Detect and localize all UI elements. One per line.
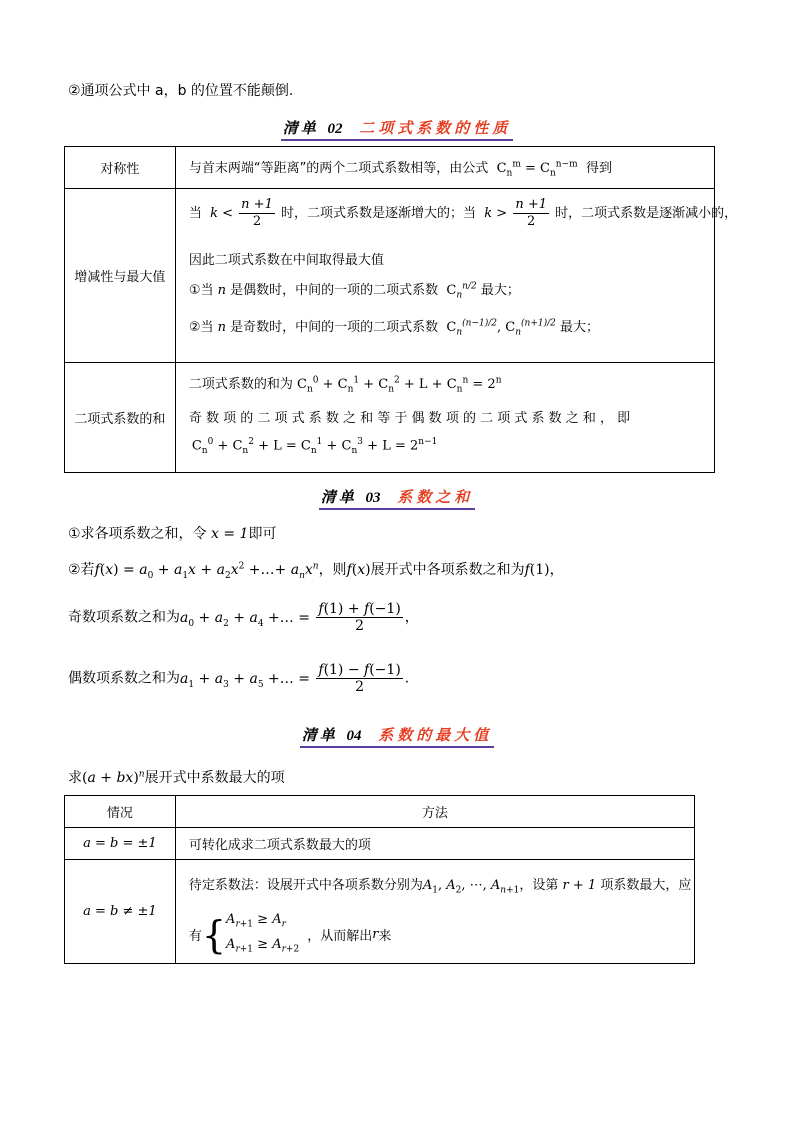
inequality-system: $A_{r+1} \ge A_r$ $A_{r+1} \ge A_{r+2}$ xyxy=(226,912,300,955)
text: 即可 xyxy=(248,526,277,542)
case-cell: a = b = ±1 xyxy=(65,828,176,860)
var-r: r xyxy=(372,927,379,943)
fraction: $\frac{f(1) - f(-1)}{2}$ xyxy=(318,662,401,695)
text: 是偶数时，中间的一项的二项式系数 xyxy=(230,283,439,298)
formula: $a_1 + a_3 + a_5$ +… = xyxy=(180,670,315,690)
text: ，设第 xyxy=(519,878,559,893)
text: 有 xyxy=(188,929,202,945)
section-title: 系数的最大值 xyxy=(378,726,493,744)
text: 展开式中各项系数之和为 xyxy=(370,562,525,578)
var-n: n xyxy=(213,320,231,335)
formula: k > xyxy=(480,206,508,221)
formula: $C_n^{(n-1)/2}$, $C_n^{(n+1)/2}$ xyxy=(442,318,556,338)
section-heading-02 xyxy=(0,117,794,141)
table-row xyxy=(65,189,715,363)
text: 最大； xyxy=(480,283,520,298)
section-title: 系数之和 xyxy=(397,488,474,506)
section-label: 清单 xyxy=(301,726,338,744)
column-header: 情况 xyxy=(65,796,176,828)
fraction: $\frac{n +1}{2}$ xyxy=(515,197,547,229)
sum-line-2: 奇 数 项 的 二 项 式 系 数 之 和 等 于 偶 数 项 的 二 项 式 系 数 之 和 ， 即 xyxy=(188,411,631,426)
formula: (a + bx)$^n$ xyxy=(82,769,145,786)
top-note: ②通项公式中 a，b 的位置不能颠倒. xyxy=(68,83,294,99)
text: 求 xyxy=(68,770,82,786)
monotonic-line-3 xyxy=(189,279,520,301)
coef-sum-line-3: 奇数项系数之和为$a_0 + a_2 + a_4$ +… = $\frac{f(1) + f(-1)}{2}$ ， xyxy=(68,601,419,634)
coef-sum-line-4: 偶数项系数之和为$a_1 + a_3 + a_5$ +… = $\frac{f(1) - f(-1)}{2}$ . xyxy=(68,662,410,695)
text: 是奇数时，中间的一项的二项式系数 xyxy=(230,320,439,335)
section-heading-04 xyxy=(0,724,794,748)
monotonic-line-1 xyxy=(189,197,737,230)
text: 最大； xyxy=(560,320,600,335)
text: ②当 xyxy=(188,320,214,335)
monotonic-line-2: 因此二项式系数在中间取得最大值 xyxy=(188,253,384,268)
formula: f(1) xyxy=(524,562,550,578)
table-row xyxy=(65,860,695,964)
var-n: n xyxy=(213,283,231,298)
left-brace-icon: { xyxy=(201,912,227,957)
text: 待定系数法：设展开式中各项系数分别为 xyxy=(188,878,423,893)
formula: $A_1$, $A_2$, ⋯, $A_{n+1}$ xyxy=(422,878,520,896)
formula: x = 1 xyxy=(206,526,249,542)
sum-formula-2: $C_n^0 + C_n^2 + L = C_n^1 + C_n^3 + L = 2^{n-1}$ xyxy=(191,437,438,456)
formula: r + 1 xyxy=(558,878,601,893)
symmetry-text xyxy=(175,147,714,189)
text: 项系数最大，应 xyxy=(600,878,692,893)
row-name: 二项式系数的和 xyxy=(65,363,176,473)
text: ①当 xyxy=(188,283,214,298)
fraction: $\frac{f(1) + f(-1)}{2}$ xyxy=(318,601,401,634)
text: ①求各项系数之和，令 xyxy=(68,526,207,542)
section-number: 03 xyxy=(365,490,381,506)
section-number: 04 xyxy=(346,728,362,744)
case-cell: a = b ≠ ±1 xyxy=(65,860,176,964)
coef-sum-line-1 xyxy=(68,523,276,543)
text: ②若 xyxy=(68,562,95,578)
section-heading-03 xyxy=(0,486,794,510)
coef-sum-line-2: ②若$f(x) = a_0 + a_1x + a_2x^2$ +…+ $a_nx^n$，则f(x)展开式中各项系数之和为f(1)， xyxy=(68,561,564,581)
monotonic-cell xyxy=(175,189,738,363)
text: 奇数项系数之和为 xyxy=(68,609,180,626)
max-coef-intro xyxy=(68,767,285,787)
symmetry-formula: $C_n^m = C_n^{n-m}$ xyxy=(492,159,578,179)
sum-line-1 xyxy=(189,373,502,395)
method-line-2 xyxy=(189,910,392,959)
sum-cell xyxy=(175,363,714,473)
section-label: 清单 xyxy=(320,488,357,506)
method-line-1 xyxy=(189,874,691,896)
section-title: 二项式系数的性质 xyxy=(359,119,512,137)
formula: k < xyxy=(205,206,234,221)
method-cell xyxy=(175,860,694,964)
symmetry-text-a: 与首末两端“等距离”的两个二项式系数相等，由公式 xyxy=(188,160,489,176)
row-name: 对称性 xyxy=(65,147,176,189)
symmetry-text-b: 得到 xyxy=(585,160,612,176)
table-row xyxy=(65,828,695,860)
table-row xyxy=(65,147,715,189)
table-header-row xyxy=(65,796,695,828)
text: 来 xyxy=(378,929,392,945)
binomial-properties-table xyxy=(64,146,738,473)
text: 二项式系数的和为 xyxy=(188,377,293,392)
max-coefficient-table xyxy=(64,795,695,964)
text: 时，二项式系数是逐渐增大的；当 xyxy=(280,206,476,221)
formula: $a_0 + a_2 + a_4$ +… = xyxy=(180,609,315,629)
row-name: 增减性与最大值 xyxy=(65,189,176,363)
monotonic-line-4 xyxy=(189,316,599,338)
text: 展开式中系数最大的项 xyxy=(144,770,285,786)
section-number: 02 xyxy=(327,121,343,137)
text: 时，二项式系数是逐渐减小的， xyxy=(555,206,738,221)
text: ，则 xyxy=(318,562,347,578)
text: ，从而解出 xyxy=(307,929,373,945)
section-label: 清单 xyxy=(282,119,319,137)
table-row xyxy=(65,363,715,473)
fraction: $\frac{n +1}{2}$ xyxy=(241,197,273,229)
text: 当 xyxy=(188,206,202,221)
text: 偶数项系数之和为 xyxy=(68,670,180,687)
formula: $C_n^{n/2}$ xyxy=(442,281,477,301)
formula: $f(x) = a_0 + a_1x + a_2x^2$ +…+ $a_nx^n$ xyxy=(94,561,319,581)
formula: f(x) xyxy=(346,562,371,578)
method-cell: 可转化成求二项式系数最大的项 xyxy=(175,828,694,860)
column-header: 方法 xyxy=(175,796,694,828)
formula: $C_n^0 + C_n^1 + C_n^2 + L + C_n^n = 2^n$ xyxy=(296,375,502,395)
